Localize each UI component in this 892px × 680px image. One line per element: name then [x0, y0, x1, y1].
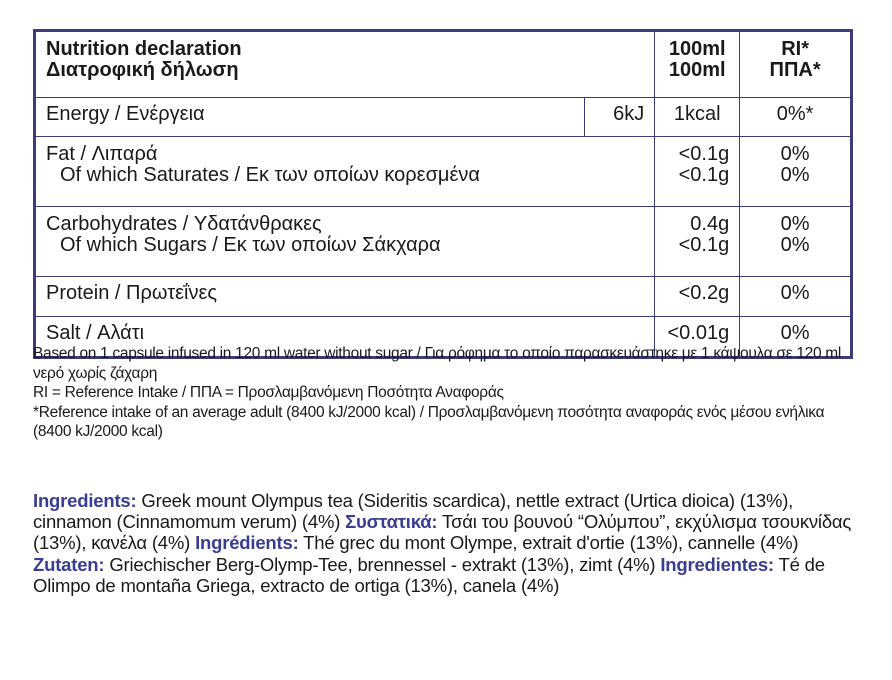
ingredients-label-en: Ingredients: [33, 490, 137, 511]
energy-kcal: 1kcal [655, 98, 740, 137]
ingredients-label-gr: Συστατικά: [345, 511, 438, 533]
carbs-ri: 0% [780, 213, 810, 235]
ingredients-text-gr: Τσάι του βουνού “Ολύμπου”, εκχύλισμα τσουκνίδας (13%), κανέλα (4%) [33, 511, 852, 554]
saturates-label: Of which Saturates / Εκ των οποίων κορεσμένα [60, 164, 480, 186]
carbs-label-cell [35, 207, 655, 277]
ingredients-label-fr: Ingrédients: [195, 532, 299, 554]
fat-row [35, 137, 852, 207]
ingredients-label-de: Zutaten: [33, 553, 105, 575]
energy-ri: 0%* [740, 98, 852, 137]
col-100ml-gr: 100ml [668, 59, 726, 81]
ingredients-text-es: Té de Olimpo de montaña Griega, extracto de ortiga (13%), canela (4%) [33, 553, 825, 596]
ingredients-text-en: Greek mount Olympus tea (Sideritis scardica), nettle extract (Urtica dioica) (13%), cinnamon (Cinnamomum verum) (4%) [33, 490, 794, 533]
fat-ri: 0% [780, 143, 810, 165]
carbs-value-cell [655, 207, 740, 277]
energy-row [35, 98, 852, 137]
ingredients-text-fr: Thé grec du mont Olympe, extrait d'ortie (13%), cannelle (4%) [298, 532, 799, 554]
carbohydrates-row [35, 207, 852, 277]
carbs-value: 0.4g [690, 213, 730, 235]
footnote-ri-definition: RI = Reference Intake / ΠΠΑ = Προσλαμβανόμενη Ποσότητα Αναφοράς [33, 384, 504, 401]
footnote-serving: Based on 1 capsule infused in 120 ml water without sugar / Για ρόφημα το οποίο παρασκευάστηκε με 1 κάψουλα σε 120 ml νερό χωρίς ζάχαρη [33, 345, 842, 382]
col-ri-en: RI* [781, 38, 809, 60]
fat-value-cell [655, 137, 740, 207]
energy-kj: 6kJ [585, 98, 655, 137]
ingredients-text-de: Griechischer Berg-Olymp-Tee, brennessel - extrakt (13%), zimt (4%) [104, 553, 661, 575]
sugars-ri: 0% [780, 234, 810, 256]
fat-value: <0.1g [678, 143, 730, 165]
fat-label-cell [35, 137, 655, 207]
carbs-ri-cell [740, 207, 852, 277]
footnotes [33, 344, 863, 442]
protein-label: Protein / Πρωτεΐνες [35, 277, 655, 317]
ingredients-paragraph [33, 490, 863, 596]
carbs-label: Carbohydrates / Υδατάνθρακες [46, 213, 322, 235]
ingredients-label-es: Ingredientes: [660, 553, 774, 575]
salt-ri: 0% [740, 317, 852, 358]
protein-value: <0.2g [655, 277, 740, 317]
nutrition-table [33, 29, 853, 359]
energy-label: Energy / Ενέργεια [35, 98, 585, 137]
saturates-value: <0.1g [678, 164, 730, 186]
col-100ml-en: 100ml [668, 38, 726, 60]
table-title-cell [35, 31, 655, 98]
saturates-ri: 0% [780, 164, 810, 186]
sugars-label: Of which Sugars / Εκ των οποίων Σάκχαρα [60, 234, 441, 256]
table-title-en: Nutrition declaration [46, 38, 242, 60]
salt-value: <0.01g [655, 317, 740, 358]
footnote-reference-intake: *Reference intake of an average adult (8400 kJ/2000 kcal) / Προσλαμβανόμενη ποσότητα αναφοράς ενός μέσου ενήλικα (8400 kJ/2000 kcal) [33, 403, 825, 440]
fat-label: Fat / Λιπαρά [46, 143, 158, 165]
protein-row [35, 277, 852, 317]
header-row [35, 31, 852, 98]
table-title-gr: Διατροφική δήλωση [46, 59, 239, 81]
col-ri-gr: ΠΠΑ* [769, 59, 821, 81]
salt-label: Salt / Αλάτι [35, 317, 655, 358]
fat-ri-cell [740, 137, 852, 207]
col-ri-header [740, 31, 852, 98]
col-per-100ml-header [655, 31, 740, 98]
protein-ri: 0% [740, 277, 852, 317]
sugars-value: <0.1g [678, 234, 730, 256]
